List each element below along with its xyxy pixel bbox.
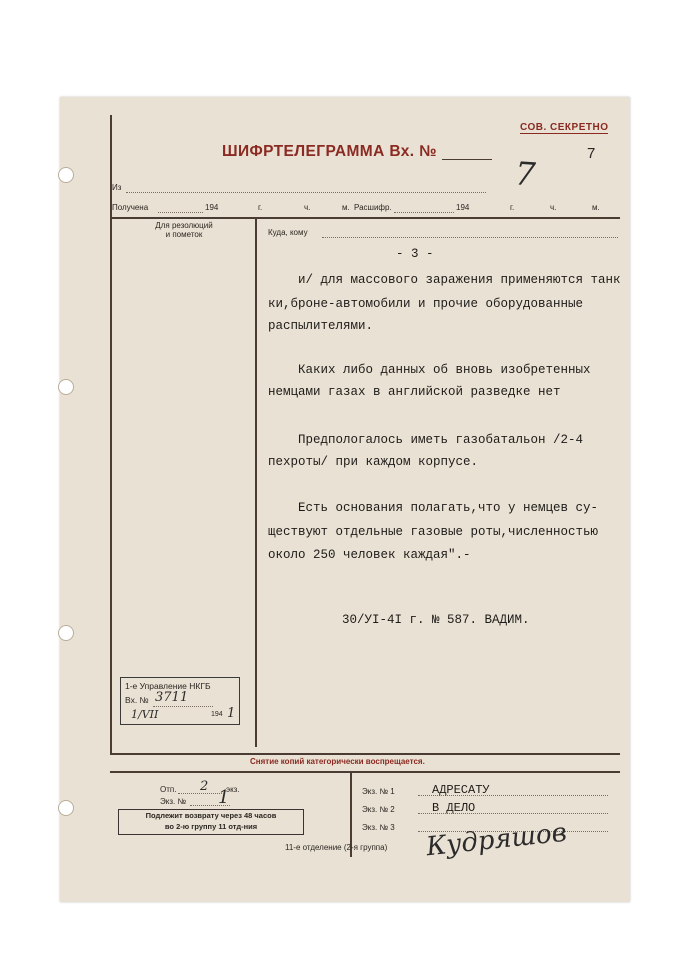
- stamp-number: 3711: [155, 690, 189, 705]
- footer-divider-2: [110, 771, 620, 773]
- signature-line: 30/УI-4I г. № 587. ВАДИМ.: [342, 613, 530, 627]
- decipher-year: 194: [456, 203, 470, 212]
- footer-divider: [110, 753, 620, 755]
- document-title: ШИФРТЕЛЕГРАММА Вх. №: [222, 143, 437, 160]
- decipher-label: Расшифр.: [354, 203, 392, 212]
- copy1-label: Экз. № 1: [362, 787, 395, 796]
- stamp-number-prefix: Вх. №: [125, 695, 149, 705]
- to-label: Куда, кому: [268, 228, 308, 237]
- received-label: Получена: [112, 203, 149, 212]
- punch-hole: [58, 379, 74, 395]
- dot-line: [394, 212, 454, 213]
- page-marker: - 3 -: [396, 247, 434, 261]
- paragraph-line: распылителями.: [268, 319, 374, 333]
- classification-label: СОВ. СЕКРЕТНО: [520, 122, 609, 133]
- paragraph-line: пехроты/ при каждом корпусе.: [268, 455, 479, 469]
- stamp-title: 1-е Управление НКГБ: [125, 681, 211, 691]
- stamp-year-suffix: 1: [227, 706, 236, 721]
- column-divider: [255, 217, 257, 747]
- resolution-label: [144, 221, 224, 239]
- dot-line: [158, 212, 203, 213]
- otp-value: 2: [200, 779, 209, 794]
- received-year: 194: [205, 203, 219, 212]
- from-label: Из: [112, 183, 122, 192]
- g-label: г.: [258, 203, 263, 212]
- to-line: [322, 237, 618, 238]
- stamp-year: 194: [211, 711, 223, 718]
- paragraph-line: Предпологалось иметь газобатальон /2-4: [298, 433, 584, 447]
- paragraph-line: и/ для массового заражения применяются танк: [298, 273, 621, 287]
- left-border: [110, 115, 112, 755]
- ekz-label: экз.: [226, 785, 240, 794]
- ekz-no-label: Экз. №: [160, 797, 187, 806]
- paragraph-line: немцами газах в английской разведке нет: [268, 385, 561, 399]
- return-line: Подлежит возврату через 48 часов: [145, 811, 277, 820]
- ch2-label: ч.: [550, 203, 557, 212]
- registration-stamp: [120, 677, 240, 725]
- top-divider: [110, 217, 620, 219]
- handwritten-number: 7: [513, 154, 537, 194]
- g2-label: г.: [510, 203, 515, 212]
- resolution-label-line: и пометок: [165, 230, 203, 239]
- copy3-label: Экз. № 3: [362, 823, 395, 832]
- resolution-label-line: Для резолюций: [155, 221, 213, 230]
- ch-label: ч.: [304, 203, 311, 212]
- number-line: [442, 159, 492, 160]
- punch-hole: [58, 167, 74, 183]
- copy2-label: Экз. № 2: [362, 805, 395, 814]
- paragraph-line: Есть основания полагать,что у немцев су-: [298, 501, 599, 515]
- paragraph-line: около 250 человек каждая".-: [268, 548, 471, 562]
- m2-label: м.: [592, 203, 600, 212]
- ekz-no-value: 1: [218, 787, 230, 808]
- telegram-sheet: [60, 97, 630, 902]
- dot-line: [153, 706, 213, 707]
- m-label: м.: [342, 203, 350, 212]
- paragraph-line: Каких либо данных об вновь изобретенных: [298, 363, 591, 377]
- punch-hole: [58, 625, 74, 641]
- paragraph-line: ки,броне-автомобили и прочие оборудованные: [268, 297, 584, 311]
- copy1-value: АДРЕСАТУ: [432, 783, 490, 797]
- return-notice: [118, 809, 304, 835]
- stamp-date: 1/VII: [131, 708, 159, 721]
- from-line: [126, 192, 486, 193]
- handwritten-signature: Кудряшов: [424, 817, 569, 863]
- page-number: 7: [587, 145, 596, 162]
- return-line: во 2-ю группу 11 отд-ния: [164, 822, 258, 831]
- no-copies-notice: Снятие копий категорически воспрещается.: [250, 757, 425, 766]
- copy2-value: В ДЕЛО: [432, 801, 476, 815]
- department-label: 11-е отделение (2-я группа): [285, 843, 388, 852]
- paragraph-line: ществуют отдельные газовые роты,численностью: [268, 525, 599, 539]
- punch-hole: [58, 800, 74, 816]
- otp-label: Отп.: [160, 785, 177, 794]
